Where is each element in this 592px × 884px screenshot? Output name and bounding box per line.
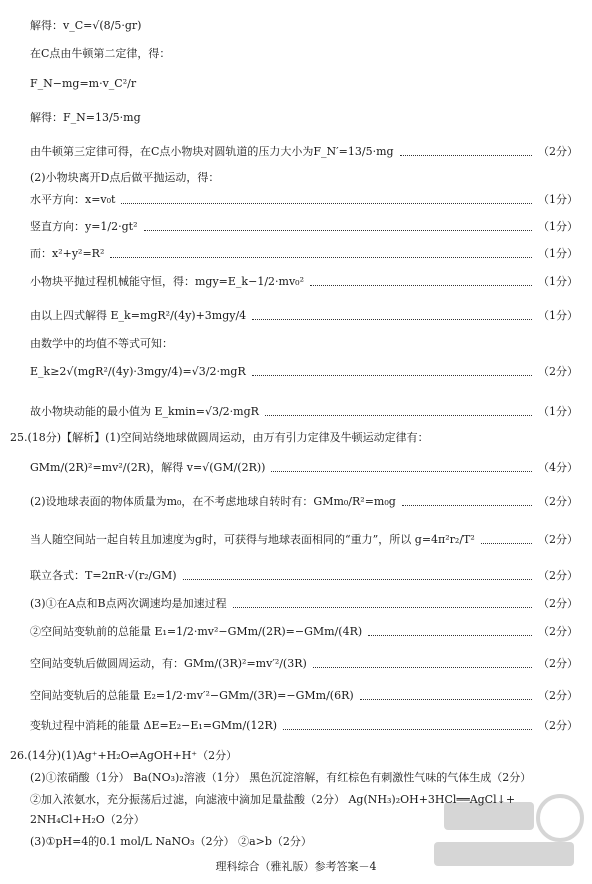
score-label: （1分）: [538, 247, 578, 260]
line-15: [10, 430, 578, 446]
line-text: 空间站变轨后做圆周运动，有：GMm/(3R)²=mv′²/(3R): [30, 657, 307, 670]
leader-dots: [310, 285, 532, 286]
line-20: [30, 596, 578, 612]
line-text: 当人随空间站一起自转且加速度为g时，可获得与地球表面相同的“重力”，所以 g=4π²r₂/T²: [30, 533, 475, 546]
score-label: （2分）: [538, 569, 578, 582]
line-18: [30, 532, 578, 548]
line-3: [30, 76, 578, 92]
line-text: 空间站变轨后的总能量 E₂=1/2·mv′²−GMm/(3R)=−GMm/(6R): [30, 689, 354, 702]
line-text: 而：x²+y²=R²: [30, 247, 105, 260]
leader-dots: [252, 319, 532, 320]
line-22: [30, 656, 578, 672]
score-label: （1分）: [538, 193, 578, 206]
leader-dots: [402, 505, 532, 506]
leader-dots: [283, 729, 532, 730]
line-text: (3)①在A点和B点两次调速均是加速过程: [30, 597, 227, 610]
line-text: 解得：v_C=√(8/5·gr): [30, 19, 142, 32]
watermark-logo: [426, 788, 586, 878]
leader-dots: [233, 607, 532, 608]
line-text: ②加入浓氨水，充分振荡后过滤，向滤液中滴加足量盐酸（2分） Ag(NH₃)₂OH+3HCl══AgCl↓+: [30, 793, 516, 806]
line-text: 由牛顿第三定律可得，在C点小物块对圆轨道的压力大小为F_N′=13/5·mg: [30, 145, 394, 158]
line-21: [30, 624, 578, 640]
line-text: 水平方向：x=v₀t: [30, 193, 116, 206]
page-footer: 理科综合（雅礼版）参考答案－4: [215, 860, 377, 873]
line-4: [30, 110, 578, 126]
line-25: [10, 748, 578, 764]
score-label: （2分）: [538, 145, 578, 158]
score-label: （2分）: [538, 719, 578, 732]
line-6: [30, 170, 578, 186]
line-26: [30, 770, 578, 786]
line-7: [30, 192, 578, 208]
leader-dots: [368, 635, 532, 636]
line-text: 联立各式：T=2πR·√(r₂/GM): [30, 569, 177, 582]
line-text: 2NH₄Cl+H₂O（2分）: [30, 813, 145, 826]
line-text: 解得：F_N=13/5·mg: [30, 111, 141, 124]
line-text: 26.(14分)(1)Ag⁺+H₂O⇌AgOH+H⁺（2分）: [10, 749, 238, 762]
line-13: [30, 364, 578, 380]
leader-dots: [481, 543, 532, 544]
line-17: [30, 494, 578, 510]
leader-dots: [144, 230, 532, 231]
line-text: GMm/(2R)²=mv²/(2R)，解得 v=√(GM/(2R)): [30, 461, 266, 474]
line-24: [30, 718, 578, 734]
line-14: [30, 404, 578, 420]
leader-dots: [271, 471, 532, 472]
line-10: [30, 274, 578, 290]
score-label: （2分）: [538, 365, 578, 378]
line-23: [30, 688, 578, 704]
line-text: 25.(18分)【解析】(1)空间站绕地球做圆周运动，由万有引力定律及牛顿运动定律有：: [10, 431, 429, 444]
line-text: 在C点由牛顿第二定律，得：: [30, 47, 171, 60]
line-text: (3)①pH=4的0.1 mol/L NaNO₃（2分） ②a>b（2分）: [30, 835, 312, 848]
score-label: （2分）: [538, 689, 578, 702]
line-text: 竖直方向：y=1/2·gt²: [30, 220, 138, 233]
leader-dots: [400, 155, 532, 156]
score-label: （1分）: [538, 309, 578, 322]
score-label: （1分）: [538, 220, 578, 233]
line-text: 小物块平抛过程机械能守恒，得：mgy=E_k−1/2·mv₀²: [30, 275, 304, 288]
leader-dots: [265, 415, 532, 416]
line-text: (2)①浓硝酸（1分） Ba(NO₃)₂溶液（1分） 黑色沉淀溶解，有红棕色有刺激性气味的气体生成（2分）: [30, 771, 532, 784]
line-text: ②空间站变轨前的总能量 E₁=1/2·mv²−GMm/(2R)=−GMm/(4R): [30, 625, 363, 638]
line-text: (2)设地球表面的物体质量为m₀，在不考虑地球自转时有：GMm₀/R²=m₀g: [30, 495, 396, 508]
line-2: [30, 46, 578, 62]
score-label: （4分）: [538, 461, 578, 474]
score-label: （2分）: [538, 495, 578, 508]
line-text: 变轨过程中消耗的能量 ΔE=E₂−E₁=GMm/(12R): [30, 719, 278, 732]
line-9: [30, 246, 578, 262]
leader-dots: [110, 257, 532, 258]
score-label: （2分）: [538, 597, 578, 610]
score-label: （2分）: [538, 625, 578, 638]
line-19: [30, 568, 578, 584]
line-text: 由数学中的均值不等式可知：: [30, 337, 173, 350]
line-text: 故小物块动能的最小值为 E_kmin=√3/2·mgR: [30, 405, 259, 418]
line-text: 由以上四式解得 E_k=mgR²/(4y)+3mgy/4: [30, 309, 247, 322]
leader-dots: [360, 699, 532, 700]
leader-dots: [183, 579, 532, 580]
score-label: （1分）: [538, 405, 578, 418]
line-5: [30, 144, 578, 160]
line-12: [30, 336, 578, 352]
leader-dots: [252, 375, 532, 376]
line-text: F_N−mg=m·v_C²/r: [30, 77, 137, 90]
line-text: (2)小物块离开D点后做平抛运动，得：: [30, 171, 220, 184]
line-16: [30, 460, 578, 476]
line-11: [30, 308, 578, 324]
line-1: [30, 18, 578, 34]
score-label: （2分）: [538, 657, 578, 670]
score-label: （2分）: [538, 533, 578, 546]
line-text: E_k≥2√(mgR²/(4y)·3mgy/4)=√3/2·mgR: [30, 365, 246, 378]
score-label: （1分）: [538, 275, 578, 288]
line-8: [30, 219, 578, 235]
leader-dots: [313, 667, 532, 668]
leader-dots: [121, 203, 532, 204]
